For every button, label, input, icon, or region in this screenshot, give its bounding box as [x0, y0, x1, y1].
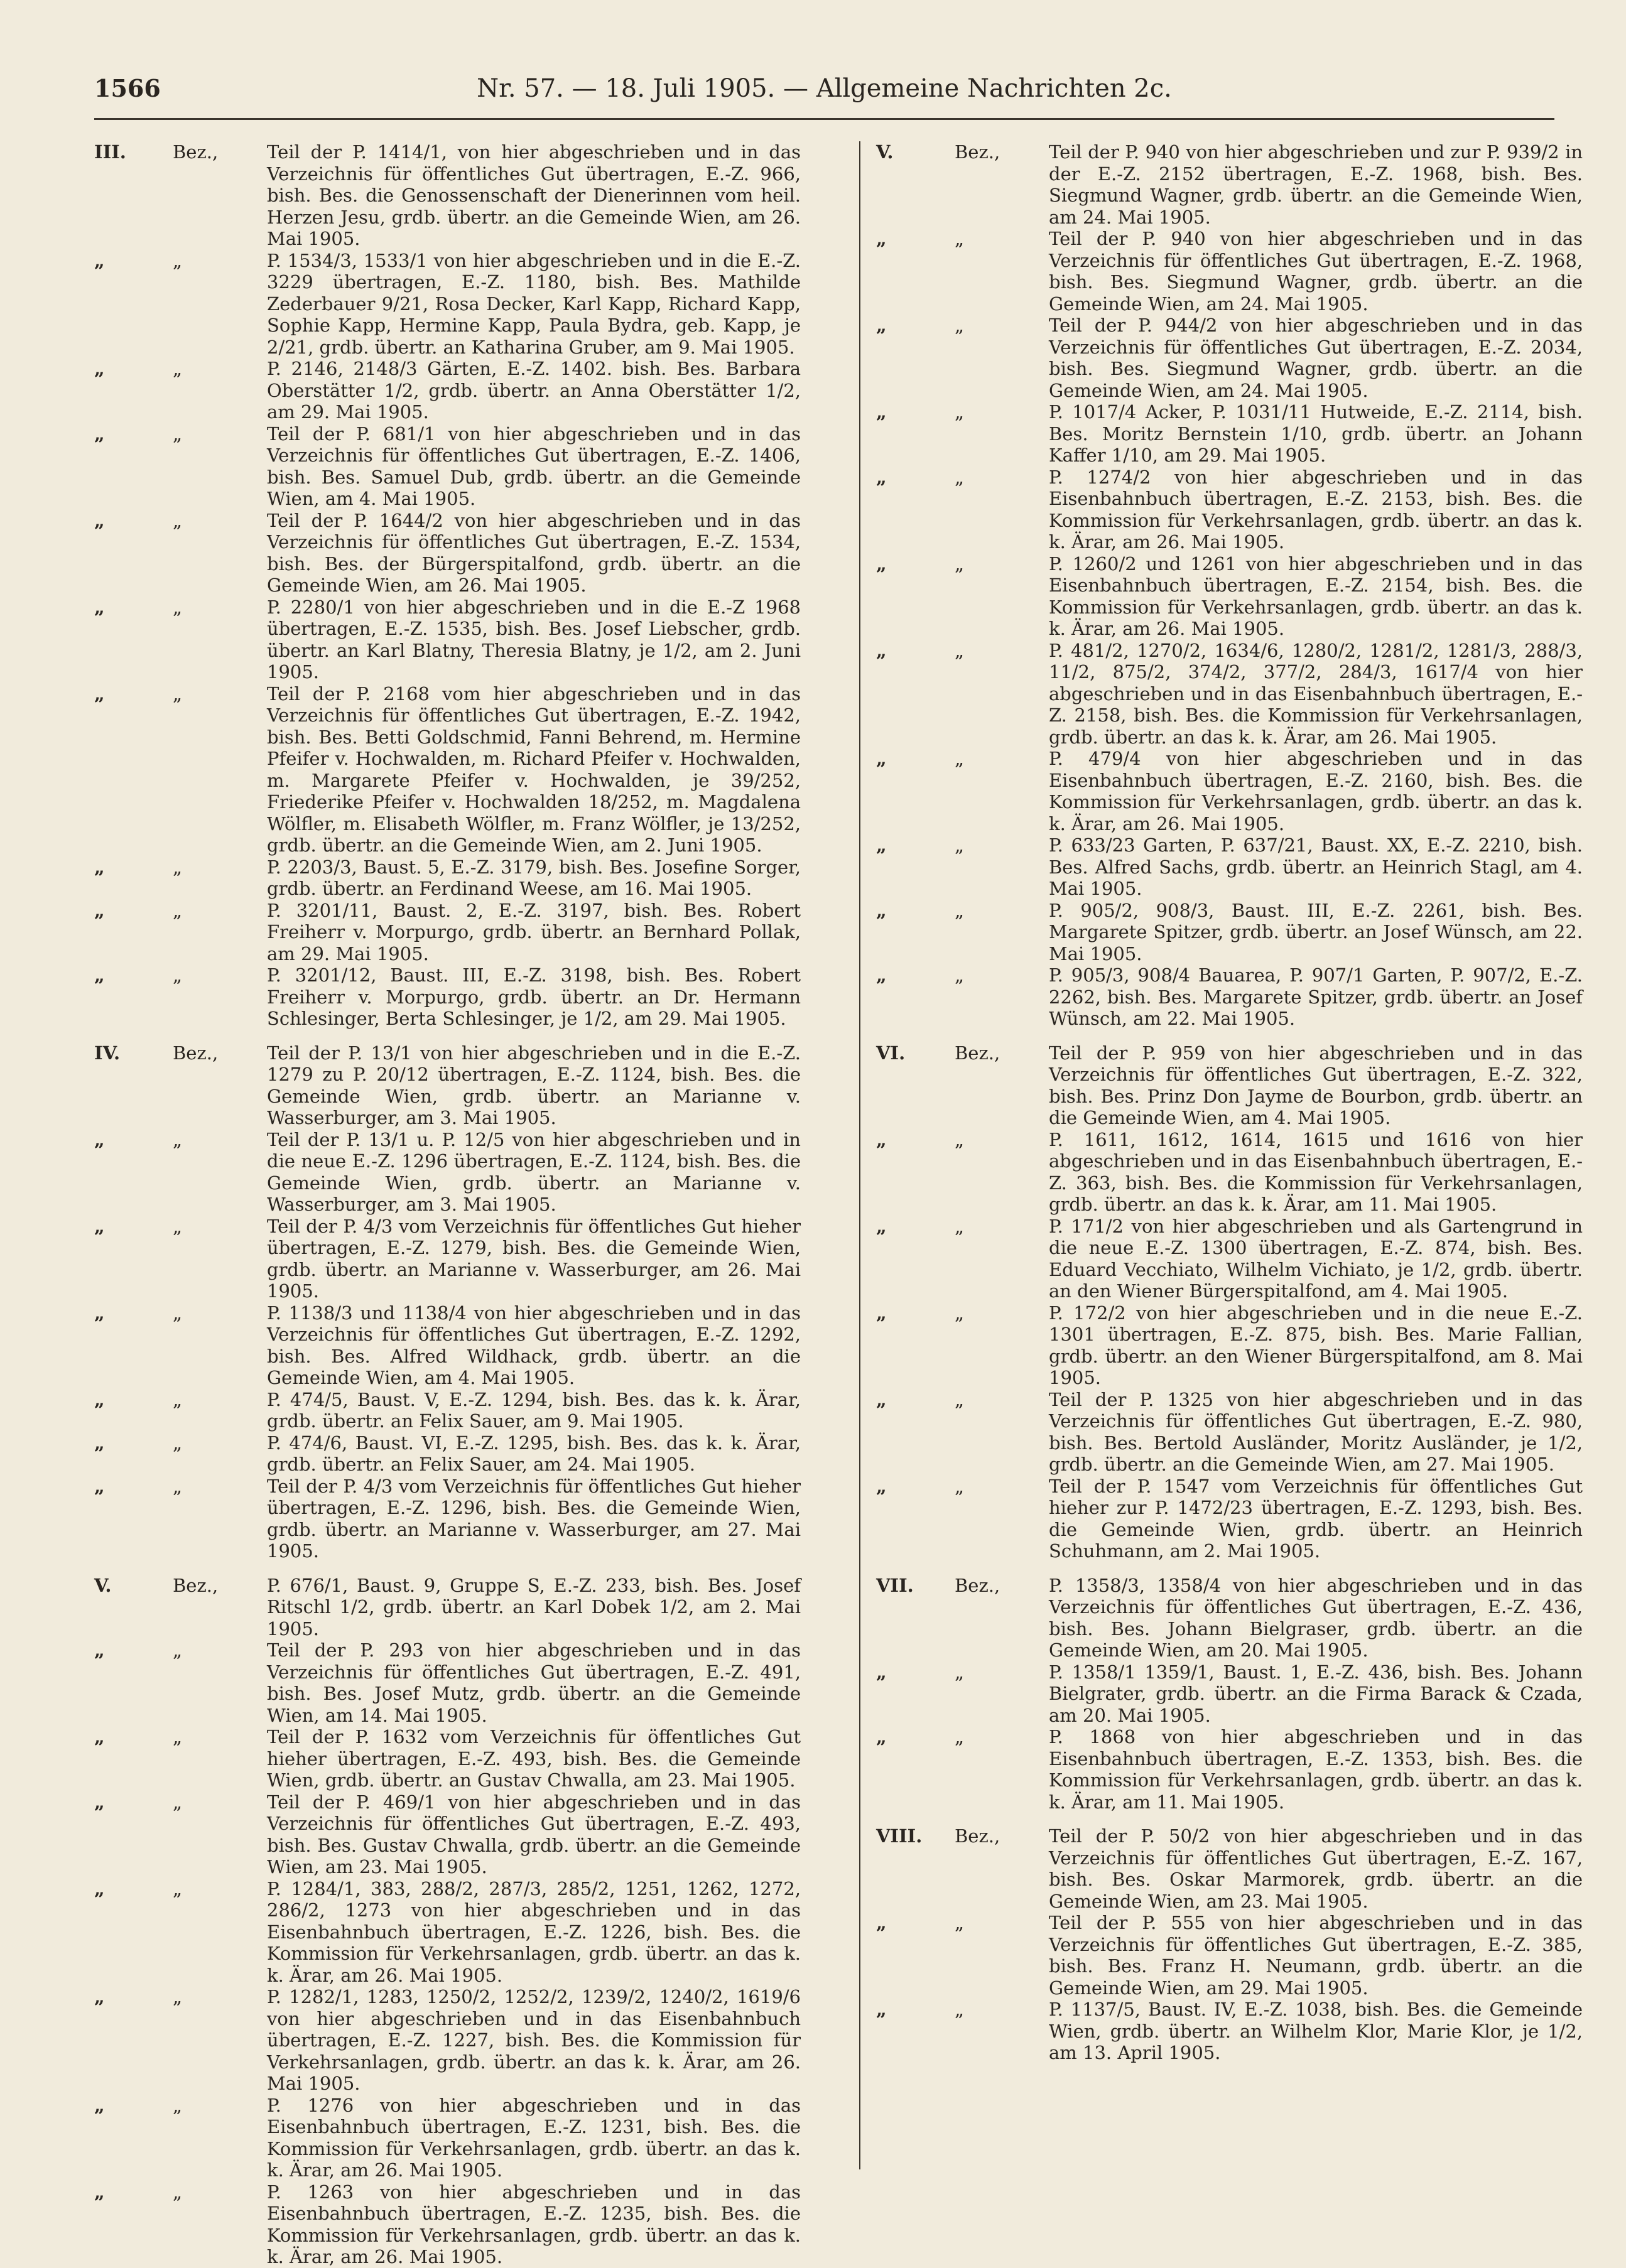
entry-text: P. 1017/4 Acker, P. 1031/11 Hutweide, E.-Z. 2114, bish. Bes. Moritz Bernstein 1/10, grdb. übertr. an Johann Kaffer 1/10, am 29. Mai 1905.: [1049, 401, 1583, 466]
register-entry: [876, 900, 1583, 965]
district-label: „: [94, 2181, 105, 2203]
district-label: „: [94, 1986, 105, 2007]
district-marker: „: [955, 899, 965, 921]
register-entry: [94, 597, 801, 683]
column-divider: [859, 141, 860, 2169]
district-marker: „: [173, 1726, 183, 1747]
district-marker: „: [173, 596, 183, 618]
district-label: IV.: [94, 1042, 121, 1064]
district-label: VIII.: [876, 1825, 923, 1847]
entry-text: P. 481/2, 1270/2, 1634/6, 1280/2, 1281/2, 1281/3, 288/3, 11/2, 875/2, 374/2, 377/2, 284/3, 1617/4 von hier abgeschrieben und in das Eisenbahnbuch übertragen, E.-Z. 2158, bish. Bes. die Kommission für Verkehrsanlagen, grdb. übertr. an das k. k. Ärar, am 26. Mai 1905.: [1049, 639, 1583, 748]
register-entry: [876, 1912, 1583, 1999]
district-marker: „: [173, 509, 183, 531]
entry-lead: [94, 1639, 267, 1661]
entry-lead: [876, 748, 1049, 770]
register-entry: [876, 141, 1583, 228]
entry-text: P. 1284/1, 383, 288/2, 287/3, 285/2, 1251, 1262, 1272, 286/2, 1273 von hier abgeschrieben und in das Eisenbahnbuch übertragen, E.-Z. 1226, bish. Bes. die Kommission für Verkehrsanlagen, grdb. übertr. an das k. k. Ärar, am 26. Mai 1905.: [267, 1877, 801, 1986]
register-entry: [94, 683, 801, 856]
district-label: „: [876, 553, 887, 575]
entry-lead: [94, 1216, 267, 1238]
entry-text: P. 1868 von hier abgeschrieben und in das Eisenbahnbuch übertragen, E.-Z. 1353, bish. Bes. die Kommission für Verkehrsanlagen, grdb. übertr. an das k. k. Ärar, am 11. Mai 1905.: [1049, 1726, 1583, 1813]
district-label: „: [876, 834, 887, 856]
entry-lead: [876, 553, 1049, 575]
entry-lead: [94, 964, 267, 986]
entry-text: P. 1274/2 von hier abgeschrieben und in das Eisenbahnbuch übertragen, E.-Z. 2153, bish. Bes. die Kommission für Verkehrsanlagen, grdb. übertr. an das k. k. Ärar, am 26. Mai 1905.: [1049, 466, 1583, 553]
entry-lead: [94, 1726, 267, 1748]
district-marker: Bez.,: [955, 141, 1000, 163]
entry-lead: [94, 683, 267, 705]
entry-lead: [94, 141, 267, 163]
district-label: „: [94, 1302, 105, 1324]
entry-text: Teil der P. 293 von hier abgeschrieben und in das Verzeichnis für öffentliches Gut übertragen, E.-Z. 491, bish. Bes. Josef Mutz, grdb. übertr. an die Gemeinde Wien, am 14. Mai 1905.: [267, 1639, 801, 1726]
district-marker: Bez.,: [173, 1042, 219, 1064]
entry-text: Teil der P. 940 von hier abgeschrieben und zur P. 939/2 in der E.-Z. 2152 übertragen, E.-Z. 1968, bish. Bes. Siegmund Wagner, grdb. übertr. an die Gemeinde Wien, am 24. Mai 1905.: [1049, 141, 1583, 228]
district-label: „: [94, 1475, 105, 1497]
district-marker: „: [955, 1999, 965, 2020]
entry-lead: [94, 1575, 267, 1597]
entry-text: P. 905/3, 908/4 Bauarea, P. 907/1 Garten, P. 907/2, E.-Z. 2262, bish. Bes. Margarete Spitzer, grdb. übertr. an Josef Wünsch, am 22. Mai 1905.: [1049, 964, 1583, 1029]
entry-text: P. 1138/3 und 1138/4 von hier abgeschrieben und in das Verzeichnis für öffentliches Gut übertragen, E.-Z. 1292, bish. Bes. Alfred Wildhack, grdb. übertr. an die Gemeinde Wien, am 4. Mai 1905.: [267, 1302, 801, 1388]
entry-lead: [876, 401, 1049, 423]
district-label: „: [876, 401, 887, 423]
register-entry: [94, 1575, 801, 1640]
entry-lead: [876, 1825, 1049, 1847]
entry-text: P. 1358/1 1359/1, Baust. 1, E.-Z. 436, bish. Bes. Johann Bielgrater, grdb. übertr. an die Firma Barack & Czada, am 20. Mai 1905.: [1049, 1661, 1583, 1726]
district-marker: „: [955, 466, 965, 488]
district-label: „: [94, 249, 105, 271]
district-label: „: [876, 228, 887, 249]
district-label: „: [94, 596, 105, 618]
entry-text: P. 479/4 von hier abgeschrieben und in das Eisenbahnbuch übertragen, E.-Z. 2160, bish. Bes. die Kommission für Verkehrsanlagen, grdb. übertr. an das k. k. Ärar, am 26. Mai 1905.: [1049, 748, 1583, 834]
entry-text: P. 2146, 2148/3 Gärten, E.-Z. 1402. bish. Bes. Barbara Oberstätter 1/2, grdb. übertr. an Anna Oberstätter 1/2, am 29. Mai 1905.: [267, 358, 801, 423]
register-entry: [876, 1726, 1583, 1813]
entry-text: Teil der P. 1644/2 von hier abgeschrieben und in das Verzeichnis für öffentliches Gut übertragen, E.-Z. 1534, bish. Bes. der Bürgerspitalfond, grdb. übertr. an die Gemeinde Wien, am 26. Mai 1905.: [267, 509, 801, 596]
district-marker: „: [955, 1912, 965, 1933]
district-label: „: [876, 1999, 887, 2020]
district-marker: „: [955, 553, 965, 575]
right-column: [876, 141, 1583, 2169]
left-column: [94, 141, 801, 2267]
register-entry: [876, 1661, 1583, 1727]
district-marker: „: [173, 856, 183, 878]
district-label: „: [876, 748, 887, 769]
entry-lead: [876, 1726, 1049, 1748]
entry-lead: [94, 1042, 267, 1064]
entry-lead: [94, 2181, 267, 2203]
entry-text: P. 633/23 Garten, P. 637/21, Baust. XX, E.-Z. 2210, bish. Bes. Alfred Sachs, grdb. übertr. an Heinrich Stagl, am 4. Mai 1905.: [1049, 834, 1583, 899]
entry-text: Teil der P. 13/1 von hier abgeschrieben und in die E.-Z. 1279 zu P. 20/12 übertragen, E.-Z. 1124, bish. Bes. die Gemeinde Wien, grdb. übertr. an Marianne v. Wasserburger, am 3. Mai 1905.: [267, 1042, 801, 1128]
entry-lead: [876, 640, 1049, 662]
entry-lead: [876, 1129, 1049, 1151]
district-label: „: [876, 466, 887, 488]
entry-lead: [94, 1878, 267, 1900]
district-marker: „: [173, 1388, 183, 1410]
entry-text: Teil der P. 555 von hier abgeschrieben und in das Verzeichnis für öffentliches Gut übertragen, E.-Z. 385, bish. Bes. Franz H. Neumann, grdb. übertr. an die Gemeinde Wien, am 29. Mai 1905.: [1049, 1912, 1583, 1999]
entry-lead: [94, 1986, 267, 2008]
entry-text: P. 1260/2 und 1261 von hier abgeschrieben und in das Eisenbahnbuch übertragen, E.-Z. 2154, bish. Bes. die Kommission für Verkehrsanlagen, grdb. übertr. an das k. k. Ärar, am 26. Mai 1905.: [1049, 553, 1583, 639]
district-label: „: [876, 1302, 887, 1324]
register-entry: [94, 510, 801, 597]
district-marker: „: [173, 1986, 183, 2007]
district-marker: „: [173, 1432, 183, 1454]
district-label: „: [94, 899, 105, 921]
register-entry: [876, 228, 1583, 315]
page-header: [94, 74, 1554, 112]
entry-lead: [876, 228, 1049, 250]
entry-lead: [876, 1389, 1049, 1411]
entry-text: P. 1276 von hier abgeschrieben und in das Eisenbahnbuch übertragen, E.-Z. 1231, bish. Bes. die Kommission für Verkehrsanlagen, grdb. übertr. an das k. k. Ärar, am 26. Mai 1905.: [267, 2094, 801, 2181]
district-marker: „: [955, 1475, 965, 1497]
district-marker: Bez.,: [955, 1042, 1000, 1064]
district-label: „: [94, 509, 105, 531]
district-label: „: [876, 1475, 887, 1497]
register-entry: [876, 401, 1583, 467]
district-label: „: [94, 1877, 105, 1899]
entry-text: Teil der P. 469/1 von hier abgeschrieben und in das Verzeichnis für öffentliches Gut übertragen, E.-Z. 493, bish. Bes. Gustav Chwalla, grdb. übertr. an die Gemeinde Wien, am 23. Mai 1905.: [267, 1791, 801, 1877]
district-label: „: [876, 639, 887, 661]
entry-text: P. 1534/3, 1533/1 von hier abgeschrieben und in die E.-Z. 3229 übertragen, E.-Z. 1180, bish. Bes. Mathilde Zederbauer 9/21, Rosa Decker, Karl Kapp, Richard Kapp, Sophie Kapp, Hermine Kapp, Paula Bydra, geb. Kapp, je 2/21, grdb. übertr. an Katharina Gruber, am 9. Mai 1905.: [267, 249, 801, 358]
register-entry: [876, 1999, 1583, 2064]
district-marker: „: [173, 2181, 183, 2203]
district-marker: „: [173, 358, 183, 379]
entry-lead: [876, 467, 1049, 489]
entry-text: Teil der P. 4/3 vom Verzeichnis für öffentliches Gut hieher übertragen, E.-Z. 1296, bish. Bes. die Gemeinde Wien, grdb. übertr. an Marianne v. Wasserburger, am 27. Mai 1905.: [267, 1475, 801, 1562]
district-label: „: [94, 964, 105, 986]
entry-lead: [876, 1476, 1049, 1498]
entry-lead: [94, 510, 267, 532]
entry-lead: [94, 1302, 267, 1324]
entry-lead: [876, 1216, 1049, 1238]
entry-text: P. 474/5, Baust. V, E.-Z. 1294, bish. Bes. das k. k. Ärar, grdb. übertr. an Felix Sauer, am 9. Mai 1905.: [267, 1388, 801, 1432]
district-marker: „: [173, 423, 183, 445]
district-label: „: [94, 1791, 105, 1813]
entry-lead: [876, 964, 1049, 986]
entry-text: P. 171/2 von hier abgeschrieben und als Gartengrund in die neue E.-Z. 1300 übertragen, E.-Z. 874, bish. Bes. Eduard Vecchiato, Wilhelm Vichiato, je 1/2, grdb. übertr. an den Wiener Bürgerspitalfond, am 4. Mai 1905.: [1049, 1215, 1583, 1302]
register-entry: [94, 1042, 801, 1129]
register-entry: [94, 1878, 801, 1987]
district-label: „: [94, 423, 105, 445]
entry-text: P. 1137/5, Baust. IV, E.-Z. 1038, bish. Bes. die Gemeinde Wien, grdb. übertr. an Wilhelm Klor, Marie Klor, je 1/2, am 13. April 1905.: [1049, 1999, 1583, 2063]
district-marker: „: [173, 249, 183, 271]
district-label: „: [876, 964, 887, 986]
entry-lead: [94, 2095, 267, 2117]
register-entry: [94, 1432, 801, 1476]
entry-text: Teil der P. 1414/1, von hier abgeschrieben und in das Verzeichnis für öffentliches Gut übertragen, E.-Z. 966, bish. Bes. die Genossenschaft der Dienerinnen vom heil. Herzen Jesu, grdb. übertr. an die Gemeinde Wien, am 26. Mai 1905.: [267, 141, 801, 249]
district-label: VII.: [876, 1574, 914, 1596]
entry-lead: [94, 856, 267, 878]
district-label: „: [94, 1215, 105, 1237]
district-marker: „: [173, 1475, 183, 1497]
entry-text: P. 905/2, 908/3, Baust. III, E.-Z. 2261, bish. Bes. Margarete Spitzer, grdb. übertr. an Josef Wünsch, am 22. Mai 1905.: [1049, 899, 1583, 964]
entry-text: Teil der P. 4/3 vom Verzeichnis für öffentliches Gut hieher übertragen, E.-Z. 1279, bish. Bes. die Gemeinde Wien, grdb. übertr. an Marianne v. Wasserburger, am 26. Mai 1905.: [267, 1215, 801, 1302]
district-label: „: [94, 683, 105, 705]
district-label: „: [876, 1912, 887, 1933]
register-entry: [94, 1216, 801, 1302]
district-label: „: [94, 1388, 105, 1410]
district-marker: „: [173, 1302, 183, 1324]
entry-text: Teil der P. 1547 vom Verzeichnis für öffentliches Gut hieher zur P. 1472/23 übertragen, E.-Z. 1293, bish. Bes. die Gemeinde Wien, grdb. übertr. an Heinrich Schuhmann, am 2. Mai 1905.: [1049, 1475, 1583, 1562]
register-entry: [94, 1986, 801, 2095]
register-entry: [94, 1639, 801, 1726]
district-label: „: [94, 2094, 105, 2116]
district-marker: „: [173, 1215, 183, 1237]
entry-lead: [94, 900, 267, 922]
entry-lead: [876, 1302, 1049, 1324]
district-label: „: [94, 1128, 105, 1150]
district-marker: „: [173, 964, 183, 986]
entry-lead: [94, 1389, 267, 1411]
entry-text: Teil der P. 681/1 von hier abgeschrieben und in das Verzeichnis für öffentliches Gut übertragen, E.-Z. 1406, bish. Bes. Samuel Dub, grdb. übertr. an die Gemeinde Wien, am 4. Mai 1905.: [267, 423, 801, 509]
district-label: „: [876, 1726, 887, 1747]
register-entry: [876, 964, 1583, 1030]
district-label: „: [876, 315, 887, 336]
district-marker: „: [955, 964, 965, 986]
register-entry: [94, 358, 801, 423]
district-marker: „: [955, 748, 965, 769]
running-title: Nr. 57. — 18. Juli 1905. — Allgemeine Nachrichten 2c.: [477, 74, 1172, 103]
district-marker: Bez.,: [955, 1825, 1000, 1847]
district-marker: „: [173, 899, 183, 921]
register-entry: [876, 1825, 1583, 1912]
entry-text: Teil der P. 1632 vom Verzeichnis für öffentliches Gut hieher übertragen, E.-Z. 493, bish. Bes. die Gemeinde Wien, grdb. übertr. an Gustav Chwalla, am 23. Mai 1905.: [267, 1726, 801, 1791]
entry-text: P. 676/1, Baust. 9, Gruppe S, E.-Z. 233, bish. Bes. Josef Ritschl 1/2, grdb. übertr. an Karl Dobek 1/2, am 2. Mai 1905.: [267, 1574, 801, 1639]
entry-text: P. 1263 von hier abgeschrieben und in das Eisenbahnbuch übertragen, E.-Z. 1235, bish. Bes. die Kommission für Verkehrsanlagen, grdb. übertr. an das k. k. Ärar, am 26. Mai 1905.: [267, 2181, 801, 2267]
district-marker: „: [955, 1661, 965, 1683]
entry-lead: [876, 1042, 1049, 1064]
district-marker: „: [173, 1128, 183, 1150]
register-entry: [876, 1129, 1583, 1216]
district-marker: „: [955, 315, 965, 336]
entry-text: Teil der P. 13/1 u. P. 12/5 von hier abgeschrieben und in die neue E.-Z. 1296 übertragen, E.-Z. 1124, bish. Bes. die Gemeinde Wien, grdb. übertr. an Marianne v. Wasserburger, am 3. Mai 1905.: [267, 1128, 801, 1215]
register-entry: [94, 250, 801, 359]
district-label: VI.: [876, 1042, 906, 1064]
entry-lead: [876, 1912, 1049, 1934]
entry-lead: [94, 1476, 267, 1498]
entry-lead: [876, 141, 1049, 163]
district-marker: „: [173, 1877, 183, 1899]
entry-text: Teil der P. 959 von hier abgeschrieben und in das Verzeichnis für öffentliches Gut übertragen, E.-Z. 322, bish. Bes. Prinz Don Jayme de Bourbon, grdb. übertr. an die Gemeinde Wien, am 4. Mai 1905.: [1049, 1042, 1583, 1128]
entry-text: P. 172/2 von hier abgeschrieben und in die neue E.-Z. 1301 übertragen, E.-Z. 875, bish. Bes. Marie Fallian, grdb. übertr. an den Wiener Bürgerspitalfond, am 8. Mai 1905.: [1049, 1302, 1583, 1388]
district-label: „: [94, 1639, 105, 1661]
district-label: V.: [876, 141, 894, 163]
register-entry: [876, 1389, 1583, 1476]
register-entry: [94, 1129, 801, 1216]
register-entry: [94, 2181, 801, 2268]
district-label: „: [94, 358, 105, 379]
register-entry: [94, 1476, 801, 1562]
district-label: „: [94, 856, 105, 878]
register-entry: [876, 553, 1583, 640]
district-marker: „: [173, 683, 183, 705]
register-entry: [94, 2095, 801, 2181]
entry-lead: [94, 1129, 267, 1151]
entry-lead: [94, 597, 267, 618]
entry-lead: [876, 315, 1049, 337]
entry-lead: [94, 250, 267, 272]
entry-text: P. 3201/12, Baust. III, E.-Z. 3198, bish. Bes. Robert Freiherr v. Morpurgo, grdb. übertr. an Dr. Hermann Schlesinger, Berta Schlesinger, je 1/2, am 29. Mai 1905.: [267, 964, 801, 1029]
district-marker: „: [955, 1726, 965, 1747]
header-rule: [94, 118, 1554, 120]
entry-lead: [94, 1791, 267, 1813]
district-marker: „: [173, 2094, 183, 2116]
entry-text: Teil der P. 2168 vom hier abgeschrieben und in das Verzeichnis für öffentliches Gut übertragen, E.-Z. 1942, bish. Bes. Betti Goldschmid, Fanni Behrend, m. Hermine Pfeifer v. Hochwalden, m. Richard Pfeifer v. Hochwalden, m. Margarete Pfeifer v. Hochwalden, je 39/252, Friederike Pfeifer v. Hochwalden 18/252, m. Magdalena Wölfler, m. Elisabeth Wölfler, m. Franz Wölfler, je 13/252, grdb. übertr. an die Gemeinde Wien, am 2. Juni 1905.: [267, 683, 801, 856]
register-entry: [876, 1302, 1583, 1389]
register-entry: [94, 1302, 801, 1389]
entry-lead: [94, 358, 267, 380]
district-marker: „: [955, 1215, 965, 1237]
entry-text: P. 474/6, Baust. VI, E.-Z. 1295, bish. Bes. das k. k. Ärar, grdb. übertr. an Felix Sauer, am 24. Mai 1905.: [267, 1432, 801, 1475]
district-label: „: [94, 1432, 105, 1454]
district-marker: „: [173, 1791, 183, 1813]
district-marker: „: [955, 401, 965, 423]
register-entry: [876, 315, 1583, 401]
district-label: „: [876, 1661, 887, 1683]
register-entry: [94, 1389, 801, 1432]
entry-text: P. 1358/3, 1358/4 von hier abgeschrieben und in das Verzeichnis für öffentliches Gut übertragen, E.-Z. 436, bish. Bes. Johann Bielgraser, grdb. übertr. an die Gemeinde Wien, am 20. Mai 1905.: [1049, 1574, 1583, 1661]
page-number: 1566: [94, 74, 161, 102]
district-label: „: [876, 1215, 887, 1237]
entry-text: P. 2203/3, Baust. 5, E.-Z. 3179, bish. Bes. Josefine Sorger, grdb. übertr. an Ferdinand Weese, am 16. Mai 1905.: [267, 856, 801, 899]
register-entry: [876, 1042, 1583, 1129]
register-entry: [876, 467, 1583, 553]
district-marker: „: [173, 1639, 183, 1661]
district-marker: „: [955, 1388, 965, 1410]
entry-lead: [876, 1575, 1049, 1597]
register-entry: [94, 1726, 801, 1791]
entry-text: Teil der P. 1325 von hier abgeschrieben und in das Verzeichnis für öffentliches Gut übertragen, E.-Z. 980, bish. Bes. Bertold Ausländer, Moritz Ausländer, je 1/2, grdb. übertr. an die Gemeinde Wien, am 27. Mai 1905.: [1049, 1388, 1583, 1475]
entry-text: Teil der P. 944/2 von hier abgeschrieben und in das Verzeichnis für öffentliches Gut übertragen, E.-Z. 2034, bish. Bes. Siegmund Wagner, grdb. übertr. an die Gemeinde Wien, am 24. Mai 1905.: [1049, 315, 1583, 401]
entry-text: P. 2280/1 von hier abgeschrieben und in die E.-Z 1968 übertragen, E.-Z. 1535, bish. Bes. Josef Liebscher, grdb. übertr. an Karl Blatny, Theresia Blatny, je 1/2, am 2. Juni 1905.: [267, 596, 801, 683]
register-entry: [876, 834, 1583, 900]
district-marker: „: [955, 1302, 965, 1324]
register-entry: [94, 964, 801, 1030]
register-entry: [94, 1791, 801, 1878]
register-entry: [876, 1216, 1583, 1302]
district-marker: „: [955, 228, 965, 249]
register-entry: [876, 1476, 1583, 1562]
register-entry: [94, 423, 801, 510]
entry-text: P. 1611, 1612, 1614, 1615 und 1616 von hier abgeschrieben und in das Eisenbahnbuch übertragen, E.-Z. 363, bish. Bes. die Kommission für Verkehrsanlagen, grdb. übertr. an das k. k. Ärar, am 11. Mai 1905.: [1049, 1128, 1583, 1215]
district-marker: Bez.,: [955, 1574, 1000, 1596]
district-marker: Bez.,: [173, 141, 219, 163]
entry-lead: [876, 900, 1049, 922]
register-entry: [876, 640, 1583, 748]
entry-text: P. 3201/11, Baust. 2, E.-Z. 3197, bish. Bes. Robert Freiherr v. Morpurgo, grdb. übertr. an Bernhard Pollak, am 29. Mai 1905.: [267, 899, 801, 964]
register-entry: [876, 748, 1583, 834]
district-label: „: [876, 1128, 887, 1150]
district-marker: „: [955, 639, 965, 661]
register-entry: [94, 141, 801, 250]
district-label: „: [94, 1726, 105, 1747]
entry-lead: [876, 1999, 1049, 2021]
entry-lead: [94, 1432, 267, 1454]
district-marker: Bez.,: [173, 1574, 219, 1596]
entry-lead: [876, 834, 1049, 856]
entry-text: Teil der P. 50/2 von hier abgeschrieben und in das Verzeichnis für öffentliches Gut übertragen, E.-Z. 167, bish. Bes. Oskar Marmorek, grdb. übertr. an die Gemeinde Wien, am 23. Mai 1905.: [1049, 1825, 1583, 1912]
entry-lead: [876, 1661, 1049, 1683]
district-label: „: [876, 899, 887, 921]
entry-text: P. 1282/1, 1283, 1250/2, 1252/2, 1239/2, 1240/2, 1619/6 von hier abgeschrieben und in das Eisenbahnbuch übertragen, E.-Z. 1227, bish. Bes. die Kommission für Verkehrsanlagen, grdb. übertr. an das k. k. Ärar, am 26. Mai 1905.: [267, 1986, 801, 2094]
register-entry: [876, 1575, 1583, 1661]
district-marker: „: [955, 834, 965, 856]
district-label: „: [876, 1388, 887, 1410]
district-label: V.: [94, 1574, 112, 1596]
register-entry: [94, 900, 801, 965]
register-entry: [94, 856, 801, 900]
entry-text: Teil der P. 940 von hier abgeschrieben und in das Verzeichnis für öffentliches Gut übertragen, E.-Z. 1968, bish. Bes. Siegmund Wagner, grdb. übertr. an die Gemeinde Wien, am 24. Mai 1905.: [1049, 228, 1583, 315]
entry-lead: [94, 423, 267, 445]
district-label: III.: [94, 141, 126, 163]
district-marker: „: [955, 1128, 965, 1150]
